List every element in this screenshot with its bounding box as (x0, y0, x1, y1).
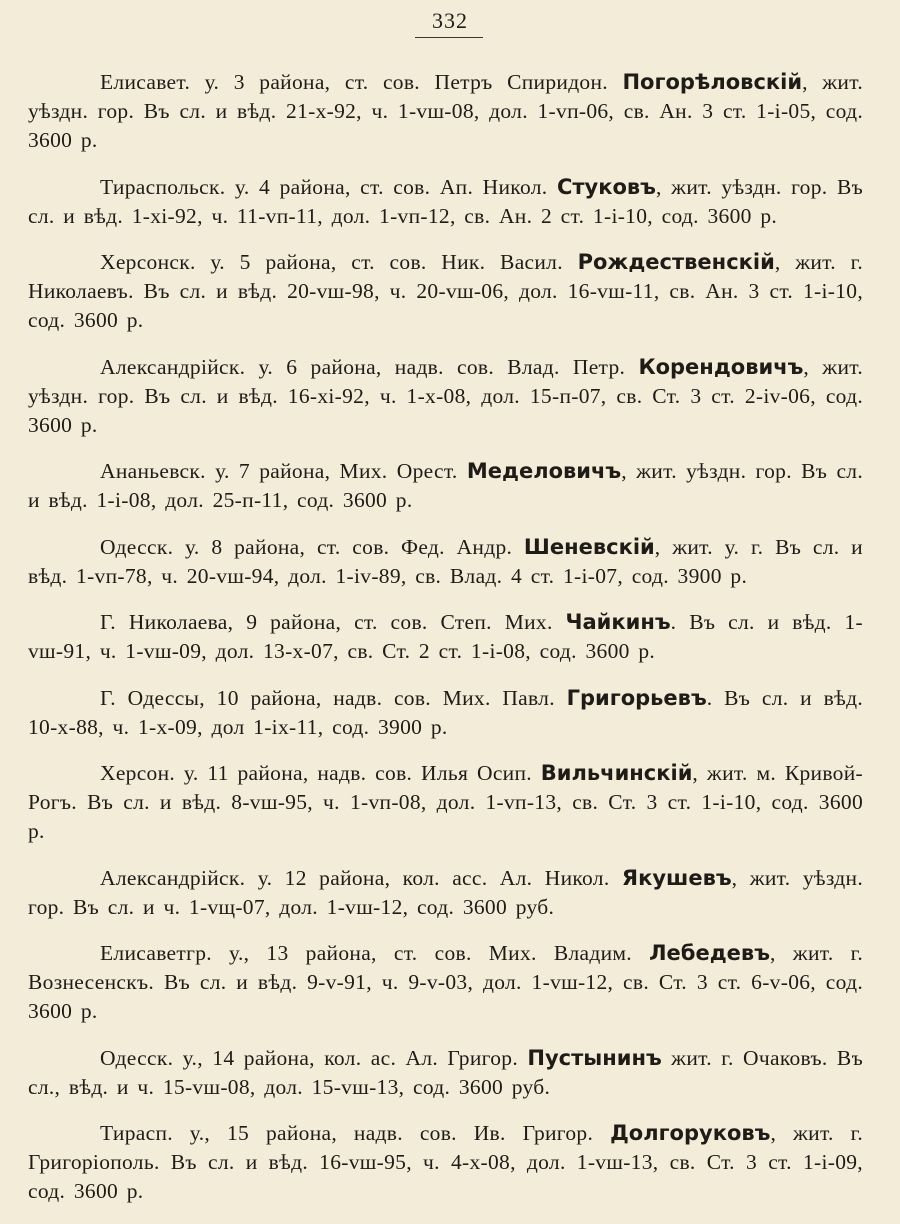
entry-text: , жит. уѣздн. гор. Въ сл. и вѣд. 16-хі-92, ч. 1-х-08, дол. 15-п-07, св. Ст. 3 ст. 2-іv-06, сод. 3600 р. (28, 354, 863, 437)
entry-text: Херсон. у. 11 района, надв. сов. Илья Осип. (100, 761, 541, 785)
entry (28, 608, 863, 666)
entry-text: Тирасп. у., 15 района, надв. сов. Ив. Григор. (100, 1121, 611, 1145)
entry-surname: Чайкинъ (565, 610, 671, 634)
entry-text: жит. г. Очаковъ. Въ сл., вѣд. и ч. 15-vш-08, дол. 15-vш-13, сод. 3600 руб. (28, 1045, 863, 1099)
entry-text: Елисавет. у. 3 района, ст. сов. Петръ Спиридон. (100, 70, 623, 94)
entry-text: . Въ сл. и вѣд. 10-х-88, ч. 1-х-09, дол 1-іх-11, сод. 3900 р. (28, 685, 863, 739)
entry-text: , жит. г. Вознесенскъ. Въ сл. и вѣд. 9-v-91, ч. 9-v-03, дол. 1-vш-12, св. Ст. 3 ст. 6-v-06, сод. 3600 р. (28, 941, 864, 1023)
entry-text: , жит. уѣздн. гор. Въ сл. и вѣд. 21-х-92, ч. 1-vш-08, дол. 1-vп-06, св. Ан. 3 ст. 1-і-05, сод. 3600 р. (28, 70, 863, 152)
entry (28, 939, 863, 1026)
entry-surname: Григорьевъ (566, 685, 707, 710)
entry-text: , жит. уѣздн. гор. Въ сл. и ч. 1-vщ-07, дол. 1-vш-12, сод. 3600 руб. (28, 865, 863, 919)
entry (28, 684, 863, 742)
entry-surname: Пустынинъ (527, 1045, 662, 1070)
entry-surname: Погорѣловскій (622, 70, 803, 94)
entry (28, 68, 863, 155)
entry-surname: Меделовичъ (466, 459, 622, 483)
entry-text: Херсонск. у. 5 района, ст. сов. Ник. Васил. (100, 250, 578, 274)
entry (28, 457, 863, 515)
entry-surname: Вильчинскій (540, 761, 693, 785)
entry-text: , жит. г. Григоріополь. Въ сл. и вѣд. 16-vш-95, ч. 4-х-08, дол. 1-vш-13, св. Ст. 3 ст. 1-і-09, сод. 3600 р. (28, 1121, 863, 1203)
entry-text: Елисаветгр. у., 13 района, ст. сов. Мих. Владим. (100, 941, 650, 965)
entry (28, 759, 863, 846)
page-number-underline (415, 37, 483, 38)
entry-text: Одесск. у., 14 района, кол. ас. Ал. Григор. (100, 1045, 528, 1070)
entry-text: . Въ сл. и вѣд. 1-vш-91, ч. 1-vш-09, дол. 13-х-07, св. Ст. 2 ст. 1-і-08, сод. 3600 р. (28, 610, 863, 663)
entry (28, 864, 863, 922)
entry-text: , жит. уѣздн. гор. Въ сл. и вѣд. 1-і-08, дол. 25-п-11, сод. 3600 р. (28, 459, 863, 512)
entry-text: , жит. м. Кривой-Рогъ. Въ сл. и вѣд. 8-vш-95, ч. 1-vп-08, дол. 1-vп-13, св. Ст. 3 ст. 1-і-10, сод. 3600 р. (28, 761, 863, 843)
entry (28, 353, 863, 440)
page-number: 332 (432, 8, 468, 33)
entry-text: Ананьевск. у. 7 района, Мих. Орест. (100, 459, 467, 483)
entry-text: Александрійск. у. 12 района, кол. асс. Ал. Никол. (100, 865, 622, 890)
entry (28, 1119, 863, 1206)
entries-list (28, 68, 863, 1224)
entry-surname: Корендовичъ (638, 354, 804, 379)
entry-text: , жит. уѣздн. гор. Въ сл. и вѣд. 1-хі-92, ч. 11-vп-11, дол. 1-vп-12, св. Ан. 2 ст. 1-і-10, сод. 3600 р. (28, 174, 863, 228)
entry-text: Одесск. у. 8 района, ст. сов. Фед. Андр. (100, 534, 524, 559)
entry-text: , жит. г. Николаевъ. Въ сл. и вѣд. 20-vш-98, ч. 20-vш-06, дол. 16-vш-11, св. Ан. 3 ст. 1-і-10, сод. 3600 р. (28, 250, 864, 332)
entry-surname: Долгоруковъ (610, 1121, 771, 1145)
entry (28, 248, 863, 335)
entry-text: Г. Николаева, 9 района, ст. сов. Степ. Мих. (100, 610, 566, 634)
entry-surname: Рождественскій (577, 250, 775, 274)
entry-text: Тираспольск. у. 4 района, ст. сов. Ап. Никол. (100, 174, 557, 199)
entry-surname: Шеневскій (523, 534, 655, 559)
entry (28, 533, 863, 591)
entry-surname: Стуковъ (556, 174, 656, 199)
entry-surname: Якушевъ (621, 865, 732, 890)
entry-surname: Лебедевъ (649, 941, 770, 965)
entry (28, 173, 863, 231)
entry-text: Г. Одессы, 10 района, надв. сов. Мих. Павл. (100, 685, 567, 710)
entry-text: , жит. у. г. Въ сл. и вѣд. 1-vп-78, ч. 20-vш-94, дол. 1-іv-89, св. Влад. 4 ст. 1-і-07, сод. 3900 р. (28, 534, 863, 588)
entry-text: Александрійск. у. 6 района, надв. сов. Влад. Петр. (100, 354, 639, 379)
entry (28, 1044, 863, 1102)
